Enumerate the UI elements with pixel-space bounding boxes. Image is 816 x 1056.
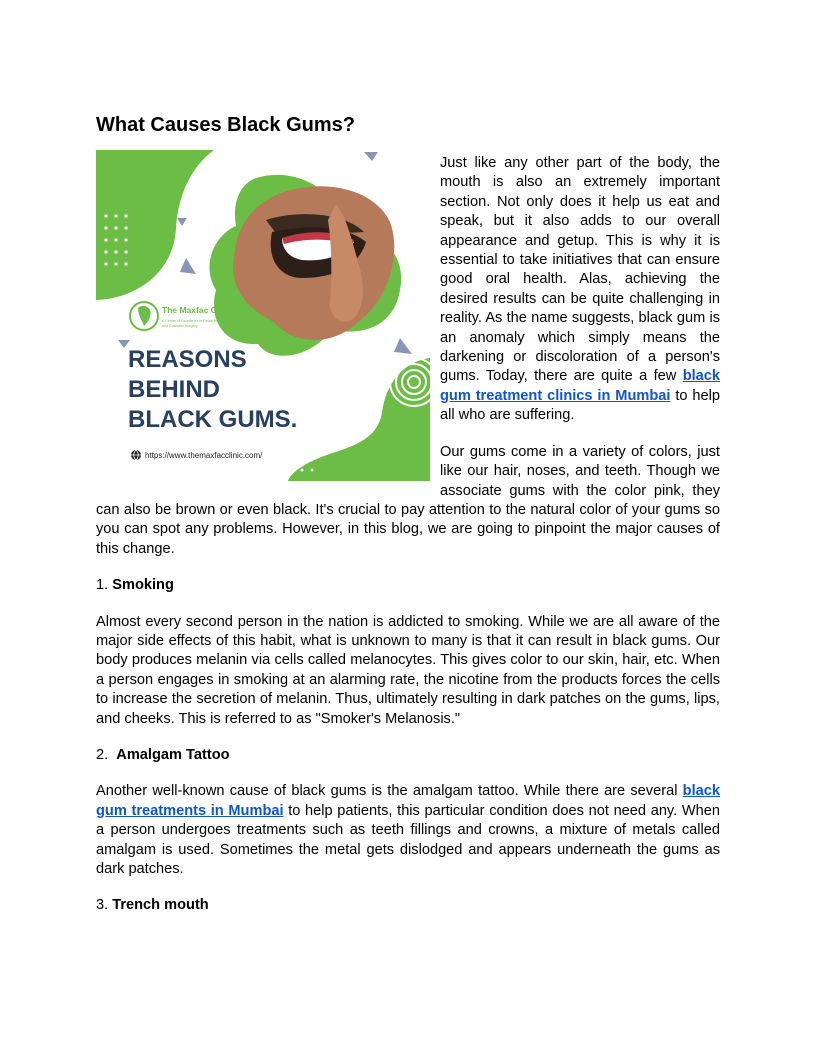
image-url: https://www.themaxfacclinic.com/ [145, 451, 263, 460]
document-page [96, 108, 720, 916]
green-blob-top-left [96, 150, 214, 300]
link-black-gum-treatments[interactable]: black gum treatments in Mumbai [96, 783, 720, 819]
image-headline-1: REASONS [128, 346, 247, 373]
image-headline-2: BEHIND [128, 376, 221, 403]
section-heading-smoking: 1. Smoking [96, 577, 174, 594]
section-body-amalgam: Another well-known cause of black gums is the amalgam tattoo. While there are several black gum treatments in Mumbai to help patients, this particular condition does not need any. When a person undergoes treatments such as teeth fillings and crowns, a mixture of metals called amalgam is used. Sometimes the metal gets dislodged and appears underneath the gums as dark patches. [96, 783, 720, 877]
article-image [96, 150, 430, 481]
intro-paragraph-1: Just like any other part of the body, the mouth is also an extremely important section. Not only does it help us eat and speak, but it also adds to our overall appearance and getup. This is why it is essential to take initiatives that can ensure good oral health. Alas, achieving the desired results can be quite challenging in reality. As the name suggests, black gum is an anomaly which simply means the darkening or discoloration of a person's gums. Today, there are quite a few black gum treatment clinics in Mumbai to help all who are suffering. [440, 155, 721, 424]
section-heading-amalgam: 2. Amalgam Tattoo [96, 746, 230, 763]
clinic-name: The Maxfac Clinic [162, 305, 234, 315]
image-headline-3: BLACK GUMS. [128, 406, 298, 433]
triangle-icon [177, 218, 187, 226]
clinic-tagline-1: A Centre of Excellence in Facial Reconstruction [162, 319, 238, 323]
clinic-tagline-2: and Cosmetic Surgery [162, 324, 198, 328]
link-black-gum-clinics[interactable]: black gum treatment clinics in Mumbai [440, 368, 721, 404]
concentric-circles-icon [400, 162, 430, 222]
section-heading-trench-mouth: 3. Trench mouth [96, 897, 209, 914]
green-blob-bottom-right [288, 358, 430, 481]
triangle-icon [180, 258, 196, 274]
article-title: What Causes Black Gums? [96, 114, 355, 136]
intro-paragraph-2: Our gums come in a variety of colors, just like our hair, noses, and teeth. Though we associate gums with the color pink, they can also be brown or even black. It's crucial to pay attention to the natural color of your gums so you can spot any problems. However, in this blog, we are going to pinpoint the major causes of this change. [96, 443, 720, 557]
section-body-smoking: Almost every second person in the nation is addicted to smoking. While we are all aware of the major side effects of this habit, what is unknown to many is that it can result in black gums. Our body produces melanin via cells called melanocytes. This gives color to our skin, hair, etc. When a person engages in smoking at an alarming rate, the nicotine from the products forces the cells to increase the secretion of melanin. Thus, ultimately resulting in dark patches on the gums, lips, and cheeks. This is referred to as "Smoker's Melanosis." [96, 613, 720, 727]
triangle-icon [394, 338, 412, 354]
triangle-icon [364, 152, 378, 161]
